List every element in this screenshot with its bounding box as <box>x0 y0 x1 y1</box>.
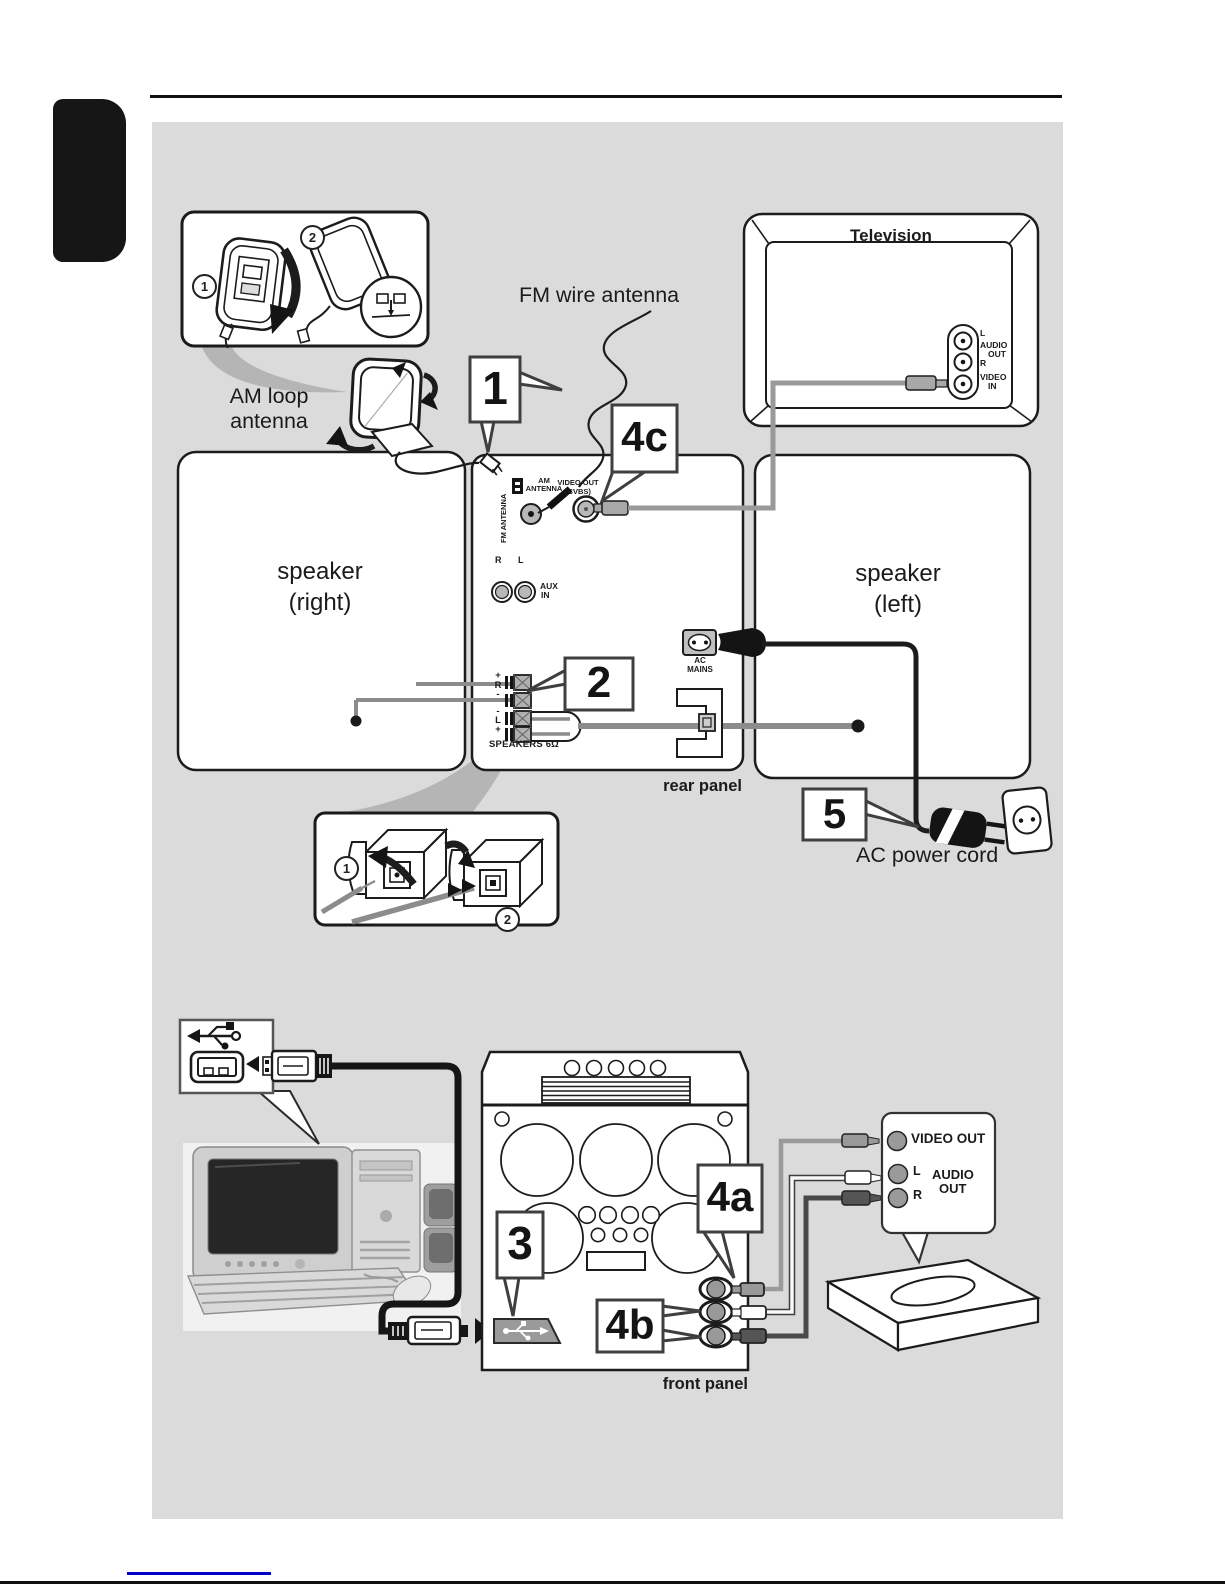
rca-plug <box>740 1306 766 1319</box>
speaker-left-label-2: (left) <box>874 591 922 618</box>
dvd-player-illustration <box>828 1260 1038 1350</box>
front-usb-port <box>494 1319 560 1343</box>
tv-audio-out-label-2: OUT <box>988 349 1006 359</box>
terminal-label: R <box>494 680 502 691</box>
step-circle-2: 2 <box>495 907 520 932</box>
player-l-label: L <box>913 1164 921 1178</box>
terminal-label: + <box>495 670 501 681</box>
terminal-label: + <box>495 724 501 735</box>
pc-tower <box>352 1150 420 1272</box>
player-r-label: R <box>913 1188 923 1202</box>
aux-r-label: R <box>495 555 502 565</box>
clip-detail-magnifier <box>361 277 421 337</box>
callout-4c-number: 4c <box>621 413 668 460</box>
tv-video-in-label-2: IN <box>988 381 997 391</box>
player-audio-label-2: OUT <box>939 1181 967 1196</box>
rear-panel-label: rear panel <box>663 777 742 795</box>
terminal-label: - <box>496 706 500 717</box>
speakers-impedance-label: SPEAKERS 6Ω <box>489 739 560 750</box>
usb-plug-icon <box>263 1051 332 1081</box>
footer-link-underline[interactable] <box>127 1572 271 1575</box>
ac-mains-label-2: MAINS <box>687 665 713 674</box>
rca-plug <box>740 1283 764 1296</box>
ac-mains-label-1: AC <box>694 656 706 665</box>
display-window <box>587 1252 645 1270</box>
fm-antenna-terminal-icon <box>512 478 523 494</box>
tv-jack-strip <box>948 325 978 399</box>
am-loop-antenna-label-2: antenna <box>230 409 308 433</box>
callout-5-number: 5 <box>822 790 847 837</box>
callout-3-number: 3 <box>507 1217 533 1269</box>
am-antenna-label-2: ANTENNA <box>525 484 563 493</box>
fm-wire-antenna-label: FM wire antenna <box>519 283 680 307</box>
rca-plug <box>602 501 628 515</box>
callout-4a-number: 4a <box>706 1173 754 1220</box>
player-video-out-label: VIDEO OUT <box>911 1131 986 1146</box>
aux-in-label-1: AUX <box>540 581 558 591</box>
television-illustration <box>744 214 1038 426</box>
speaker-left-label-1: speaker <box>855 560 941 587</box>
aux-in-label-2: IN <box>541 590 550 600</box>
rca-plug <box>740 1329 766 1343</box>
video-out-cvbs-label-2: (CVBS) <box>565 487 591 496</box>
am-loop-antenna-label-1: AM loop <box>229 384 309 408</box>
front-panel-label: front panel <box>662 1375 748 1393</box>
callout-2-number: 2 <box>586 658 612 707</box>
wall-socket-icon <box>1002 787 1052 854</box>
pc-speakers <box>424 1184 458 1272</box>
ac-mains-socket <box>683 630 716 655</box>
rca-plug <box>845 1171 871 1184</box>
tv-jack-l-label: L <box>980 328 986 338</box>
front-av-jacks <box>700 1278 732 1347</box>
tv-audio-out-label-1: AUDIO <box>980 340 1008 350</box>
ac-power-cord-label: AC power cord <box>856 843 999 867</box>
fm-antenna-label: FM ANTENNA <box>499 493 508 543</box>
speaker-right-label-1: speaker <box>277 558 363 585</box>
terminal-label: L <box>495 715 501 726</box>
callout-1-number: 1 <box>482 362 508 414</box>
rca-plug <box>842 1134 868 1147</box>
aux-l-label: L <box>518 555 524 565</box>
speaker-right-label-2: (right) <box>288 589 352 616</box>
rca-plug <box>842 1191 870 1205</box>
tv-jack-r-label: R <box>980 358 987 368</box>
usb-port-icon <box>191 1052 243 1082</box>
rca-plug <box>906 376 936 390</box>
player-audio-label-1: AUDIO <box>932 1167 974 1182</box>
television-title: Television <box>850 226 932 245</box>
am-antenna-label-1: AM <box>538 476 550 485</box>
step-circle-1: 1 <box>192 274 217 299</box>
step-circle-1: 1 <box>334 856 359 881</box>
page-bottom-rule <box>0 1581 1225 1584</box>
callout-4b-number: 4b <box>605 1301 655 1348</box>
tv-video-in-label-1: VIDEO <box>980 372 1007 382</box>
step-circle-2: 2 <box>300 225 325 250</box>
video-out-cvbs-label-1: VIDEO OUT <box>557 478 599 487</box>
terminal-label: - <box>496 689 500 700</box>
